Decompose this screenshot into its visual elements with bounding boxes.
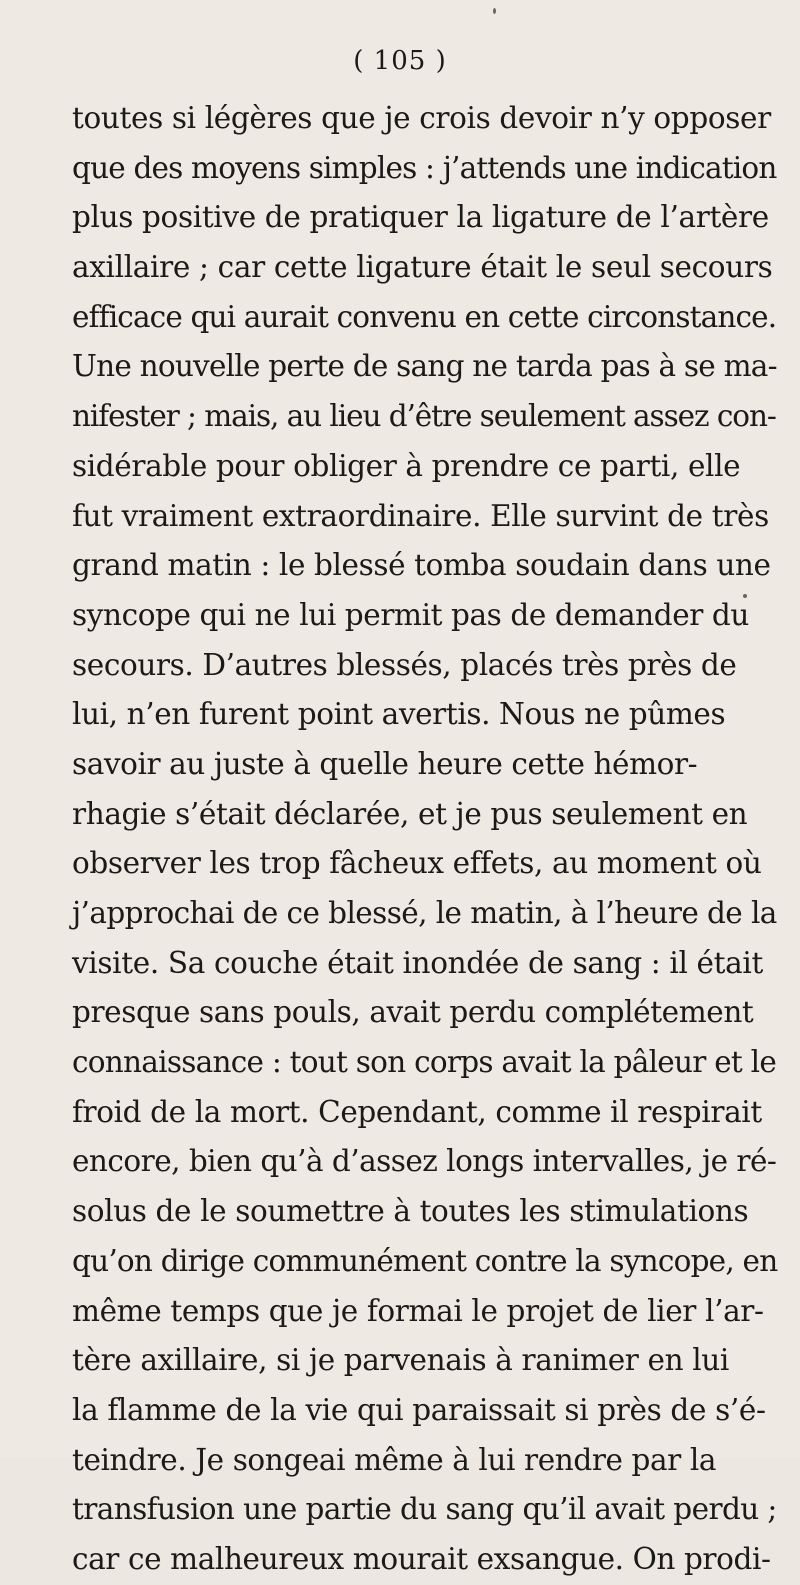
text-line: transfusion une partie du sang qu’il avait perdu ; (72, 1492, 777, 1527)
text-line: lui, n’en furent point avertis. Nous ne pûmes (72, 697, 726, 732)
ink-speck (493, 8, 496, 14)
text-line: syncope qui ne lui permit pas de demander du (72, 597, 749, 632)
text-line: efficace qui aurait convenu en cette circonstance. (72, 299, 777, 334)
text-line: fut vraiment extraordinaire. Elle survint de très (72, 498, 769, 533)
text-line: teindre. Je songeai même à lui rendre par la (72, 1442, 717, 1477)
text-line: car ce malheureux mourait exsangue. On prodi- (72, 1541, 771, 1576)
text-line: qu’on dirige communément contre la syncope, en (72, 1243, 778, 1278)
text-line: solus de le soumettre à toutes les stimulations (72, 1194, 749, 1229)
text-line: froid de la mort. Cependant, comme il respirait (72, 1094, 762, 1129)
text-line: visite. Sa couche était inondée de sang : il était (72, 945, 763, 980)
text-line: toutes si légères que je crois devoir n’y opposer (72, 101, 771, 135)
text-line: grand matin : le blessé tomba soudain dans une (72, 548, 771, 583)
text-line: la flamme de la vie qui paraissait si près de s’é- (72, 1392, 766, 1427)
page-number: ( 105 ) (353, 46, 447, 76)
text-line: encore, bien qu’à d’assez longs intervalles, je ré- (72, 1144, 777, 1179)
text-line: connaissance : tout son corps avait la pâleur et le (72, 1045, 777, 1080)
text-line: sidérable pour obliger à prendre ce parti, elle (72, 448, 741, 483)
text-line: observer les trop fâcheux effets, au moment où (72, 846, 762, 881)
text-line: Une nouvelle perte de sang ne tarda pas à se ma- (72, 349, 777, 384)
text-line: presque sans pouls, avait perdu complétement (72, 995, 754, 1030)
text-line: que des moyens simples : j’attends une indication (72, 150, 777, 185)
text-line: rhagie s’était déclarée, et je pus seulement en (72, 796, 748, 831)
text-line: axillaire ; car cette ligature était le seul secours (72, 250, 773, 285)
text-line: nifester ; mais, au lieu d’être seulement assez con- (72, 399, 776, 434)
text-line: j’approchai de ce blessé, le matin, à l’heure de la (72, 896, 777, 930)
text-line: plus positive de pratiquer la ligature de l’artère (72, 200, 769, 235)
text-line: même temps que je formai le projet de lier l’ar- (72, 1293, 764, 1328)
text-line: savoir au juste à quelle heure cette hémor- (72, 746, 698, 781)
text-line: tère axillaire, si je parvenais à ranimer en lui (72, 1343, 729, 1378)
body-text (72, 94, 800, 1585)
text-line: secours. D’autres blessés, placés très près de (72, 647, 737, 682)
